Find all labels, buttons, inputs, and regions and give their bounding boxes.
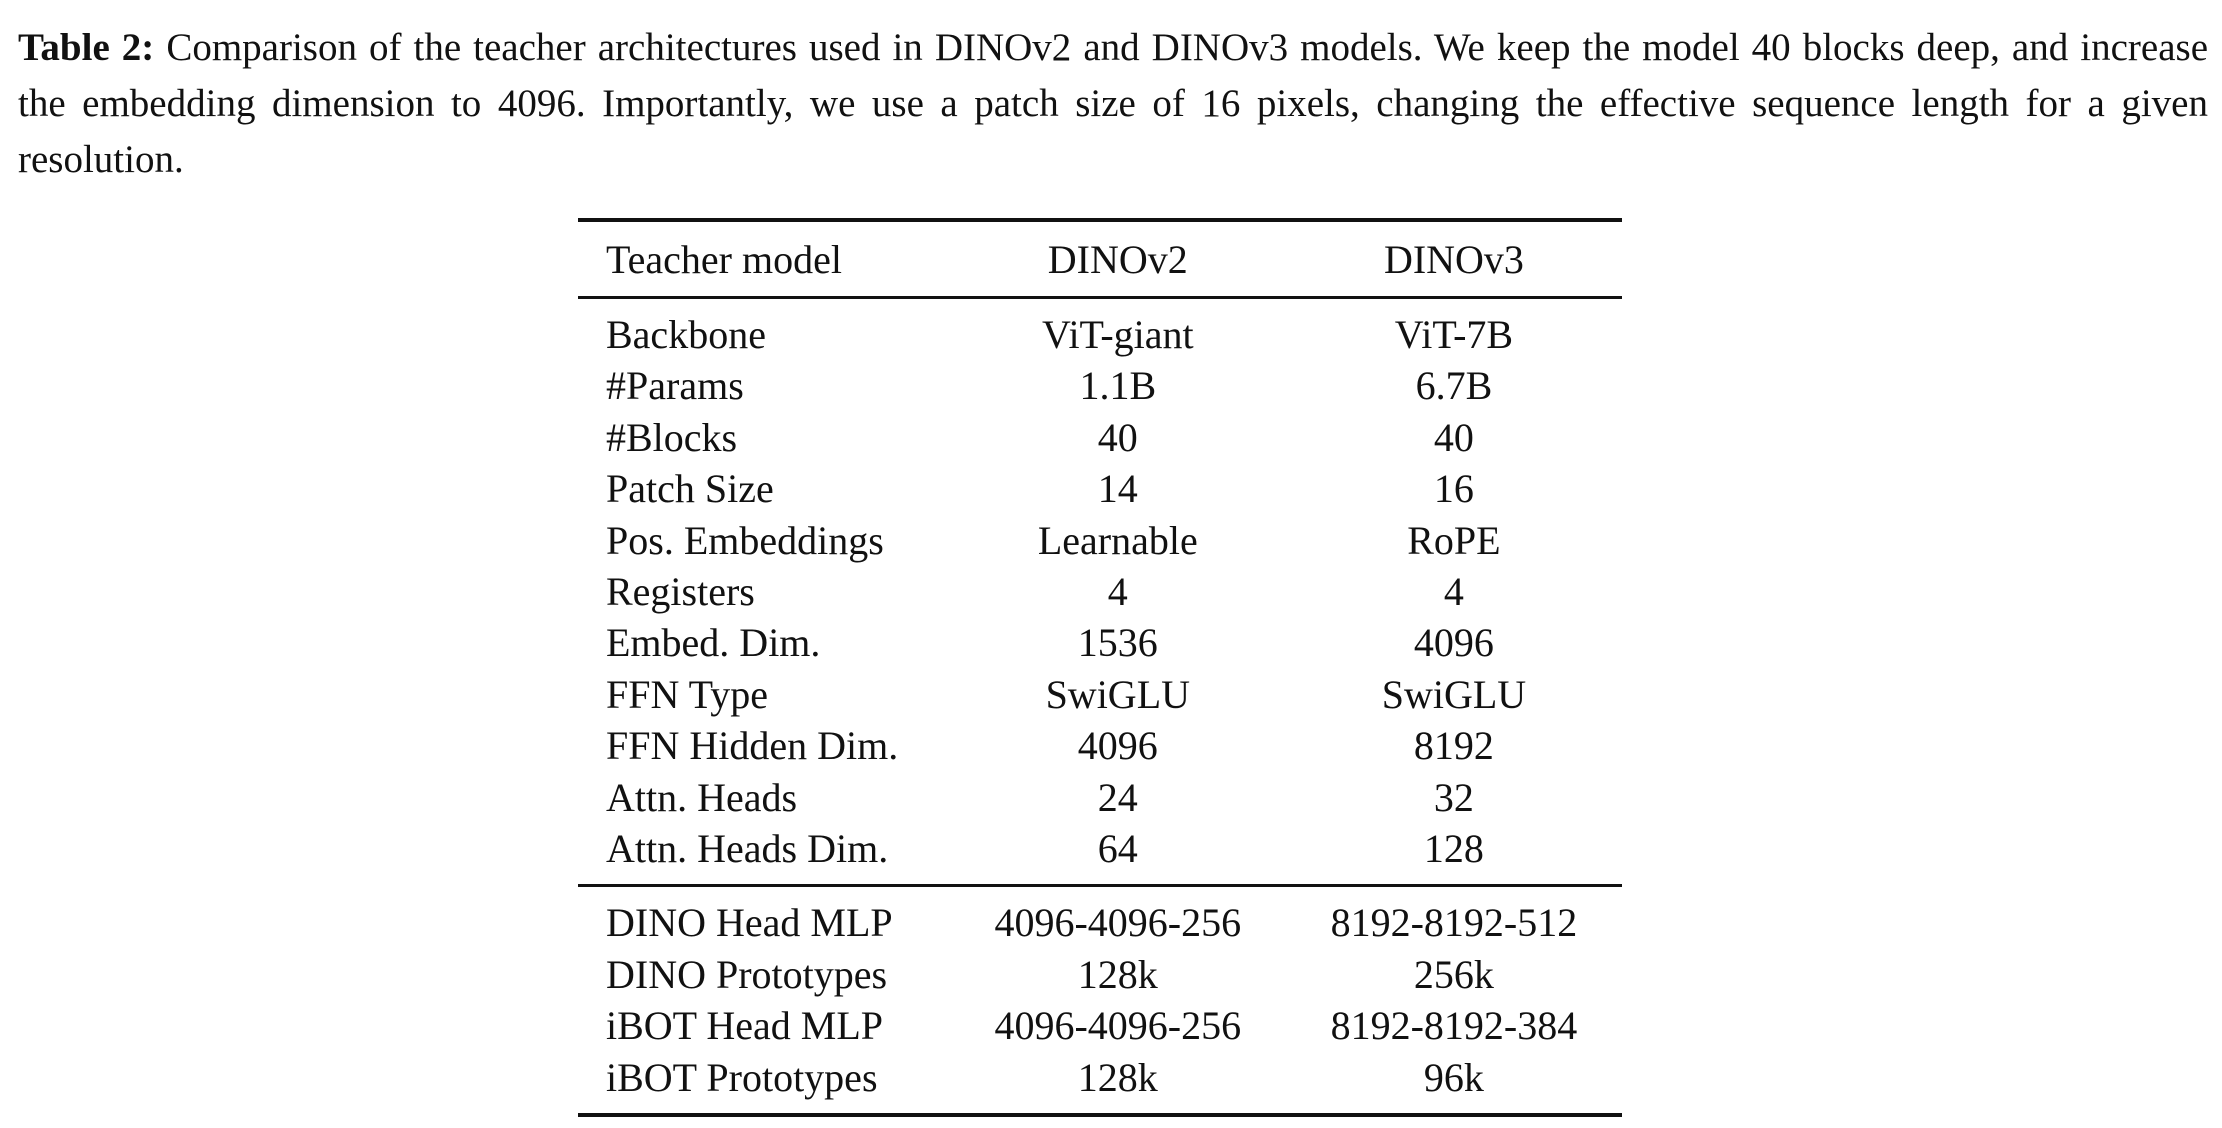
row-label-cell: Registers: [606, 569, 755, 615]
header-cell-dinov3: DINOv3: [1383, 236, 1524, 282]
dinov2-value-cell: Learnable: [1037, 517, 1198, 563]
row-label-cell: iBOT Head MLP: [606, 1003, 884, 1049]
dinov3-value-cell: 16: [1433, 466, 1474, 512]
table-row: [578, 897, 1622, 948]
comparison-table: [578, 218, 1622, 1117]
dinov2-value-cell: 64: [1097, 826, 1138, 872]
table-body: [578, 298, 1622, 1118]
dinov3-value-cell: 96k: [1423, 1054, 1484, 1100]
dinov3-value-cell: 32: [1433, 774, 1474, 820]
table-row: [578, 1052, 1622, 1103]
dinov3-value-cell: 256k: [1413, 951, 1494, 997]
dinov2-value-cell: 4096-4096-256: [994, 1003, 1242, 1049]
dinov3-value-cell: ViT-7B: [1394, 312, 1514, 357]
dinov2-value-cell: 128k: [1077, 951, 1158, 997]
spacer-row: [578, 299, 1622, 309]
dinov3-value-cell: 40: [1433, 414, 1474, 460]
row-label-cell: Attn. Heads: [606, 774, 798, 820]
table-row: [578, 1000, 1622, 1051]
row-label-cell: iBOT Prototypes: [606, 1054, 878, 1100]
table-row: [578, 515, 1622, 566]
dinov2-value-cell: 4: [1107, 569, 1128, 615]
dinov2-value-cell: 1.1B: [1079, 363, 1157, 409]
row-label-cell: Backbone: [606, 312, 766, 357]
caption-text: Comparison of the teacher architectures used in DINOv2 and DINOv3 models. We keep the model 40 blocks deep, and increase the embedding dimension to 4096. Importantly, we use a patch size of 16 pixels, changing the effective sequence length for a given resolution.: [18, 26, 2208, 181]
dinov3-value-cell: 8192-8192-512: [1330, 900, 1578, 946]
dinov3-value-cell: 8192: [1413, 723, 1494, 769]
comparison-table-container: [578, 218, 1622, 1117]
table-row: [578, 566, 1622, 617]
row-label-cell: Pos. Embeddings: [606, 517, 884, 563]
table-row: [578, 463, 1622, 514]
dinov2-value-cell: 4096: [1077, 723, 1158, 769]
dinov3-value-cell: 4096: [1413, 620, 1494, 666]
row-label-cell: Embed. Dim.: [606, 620, 821, 666]
table-row: [578, 412, 1622, 463]
table-row: [578, 309, 1622, 360]
header-cell-teacher-model: Teacher model: [606, 236, 842, 282]
dinov3-value-cell: 128: [1423, 826, 1484, 872]
dinov3-value-cell: SwiGLU: [1381, 671, 1527, 717]
table-row: [578, 772, 1622, 823]
dinov3-value-cell: 4: [1443, 569, 1464, 615]
row-label-cell: Attn. Heads Dim.: [606, 826, 889, 872]
dinov3-value-cell: 6.7B: [1415, 363, 1493, 409]
dinov2-value-cell: 128k: [1077, 1054, 1158, 1100]
spacer-row: [578, 874, 1622, 886]
table-row: [578, 720, 1622, 771]
table-caption: [18, 20, 2208, 188]
table-row: [578, 360, 1622, 411]
row-label-cell: FFN Type: [606, 671, 769, 717]
spacer-row: [578, 887, 1622, 897]
caption-label: Table 2:: [18, 26, 155, 69]
dinov2-value-cell: SwiGLU: [1045, 671, 1191, 717]
row-label-cell: #Params: [606, 363, 744, 409]
table-row: [578, 617, 1622, 668]
dinov2-value-cell: 24: [1097, 774, 1138, 820]
dinov2-value-cell: 4096-4096-256: [994, 900, 1242, 946]
row-label-cell: DINO Prototypes: [606, 951, 888, 997]
dinov2-value-cell: ViT-giant: [1041, 312, 1194, 357]
header-cell-dinov2: DINOv2: [1047, 236, 1188, 282]
dinov2-value-cell: 14: [1097, 466, 1138, 512]
spacer-row: [578, 1103, 1622, 1115]
table-row: [578, 823, 1622, 874]
bottom-rule: [578, 1115, 1622, 1117]
dinov3-value-cell: RoPE: [1407, 517, 1501, 563]
row-label-cell: #Blocks: [606, 414, 738, 460]
table-row: [578, 949, 1622, 1000]
header-row: [578, 222, 1622, 298]
dinov2-value-cell: 1536: [1077, 620, 1158, 666]
table-row: [578, 669, 1622, 720]
dinov2-value-cell: 40: [1097, 414, 1138, 460]
row-label-cell: FFN Hidden Dim.: [606, 723, 899, 769]
row-label-cell: DINO Head MLP: [606, 900, 893, 946]
dinov3-value-cell: 8192-8192-384: [1330, 1003, 1578, 1049]
row-label-cell: Patch Size: [606, 466, 774, 512]
